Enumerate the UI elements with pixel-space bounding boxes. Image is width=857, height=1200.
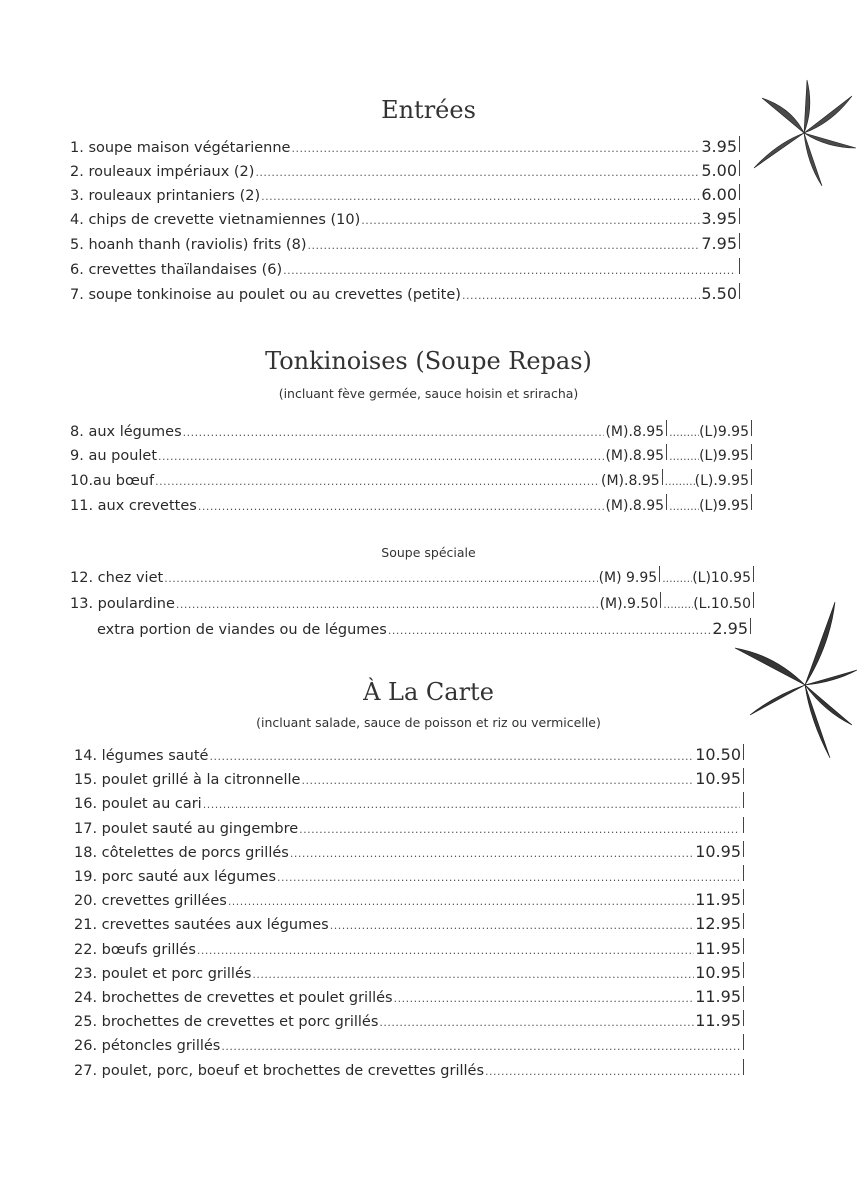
dot-leader <box>669 450 699 463</box>
medium-price: (M).8.95 <box>601 473 660 489</box>
menu-item-row <box>74 1034 746 1056</box>
dot-leader <box>361 214 700 227</box>
soup-item-row <box>70 592 756 614</box>
menu-item-price: 10.50 <box>695 745 741 764</box>
menu-item-label: 2. rouleaux impériaux (2) <box>70 164 255 180</box>
dot-leader <box>485 1065 740 1078</box>
dot-leader <box>330 919 694 932</box>
dot-leader <box>663 598 693 611</box>
dot-leader <box>394 992 695 1005</box>
price-divider <box>753 592 756 608</box>
large-price: (L)9.95 <box>699 424 749 440</box>
dot-leader <box>662 572 692 585</box>
menu-item-row <box>74 768 746 790</box>
extra-portion-row <box>97 618 753 640</box>
menu-item-label: 5. hoanh thanh (raviolis) frits (8) <box>70 237 307 253</box>
dot-leader <box>155 475 600 488</box>
price-divider <box>750 618 753 634</box>
soup-item-label: 13. poulardine <box>70 596 175 612</box>
dot-leader <box>301 774 694 787</box>
price-divider <box>743 1034 746 1050</box>
menu-item-row <box>74 792 746 814</box>
menu-item-row <box>70 233 742 255</box>
large-price: (L)9.95 <box>699 448 749 464</box>
menu-item-row <box>74 817 746 839</box>
price-divider <box>751 420 754 436</box>
soup-item-label: 8. aux légumes <box>70 424 182 440</box>
price-divider <box>743 938 746 954</box>
dot-leader <box>183 426 605 439</box>
menu-item-row <box>74 744 746 766</box>
menu-item-row <box>70 283 742 305</box>
menu-item-label: 22. bœufs grillés <box>74 942 196 958</box>
dot-leader <box>299 823 740 836</box>
price-divider <box>739 233 742 249</box>
price-divider <box>743 768 746 784</box>
dot-leader <box>176 598 599 611</box>
menu-item-row <box>74 938 746 960</box>
dot-leader <box>255 166 700 179</box>
menu-item-row <box>74 889 746 911</box>
menu-item-row <box>74 913 746 935</box>
price-divider <box>739 283 742 299</box>
menu-item-label: 4. chips de crevette vietnamiennes (10) <box>70 212 361 228</box>
large-price: (L).9.95 <box>694 473 749 489</box>
menu-item-label: 26. pétoncles grillés <box>74 1038 221 1054</box>
menu-item-label: 19. porc sauté aux légumes <box>74 869 277 885</box>
dot-leader <box>261 190 700 203</box>
menu-item-label: 24. brochettes de crevettes et poulet grillés <box>74 990 393 1006</box>
dot-leader <box>665 475 695 488</box>
soup-item-label: 10.au bœuf <box>70 473 155 489</box>
menu-item-price: 12.95 <box>695 914 741 933</box>
section-subtitle-tonkinoises: (incluant fève germée, sauce hoisin et sriracha) <box>278 386 579 401</box>
menu-item-price: 5.00 <box>701 161 737 180</box>
menu-item-label: 1. soupe maison végétarienne <box>70 140 291 156</box>
section-title-tonkinoises: Tonkinoises (Soupe Repas) <box>265 347 592 375</box>
dot-leader <box>462 289 700 302</box>
price-divider <box>739 136 742 152</box>
price-divider <box>743 744 746 760</box>
menu-item-row <box>70 160 742 182</box>
price-divider <box>743 913 746 929</box>
menu-item-price: 3.95 <box>701 209 737 228</box>
menu-item-price: 10.95 <box>695 842 741 861</box>
price-divider <box>743 889 746 905</box>
menu-item-price: 11.95 <box>695 987 741 1006</box>
dot-leader <box>209 750 694 763</box>
menu-item-row <box>74 1059 746 1081</box>
price-divider <box>739 208 742 224</box>
soup-item-row <box>70 469 754 491</box>
dot-leader <box>669 500 699 513</box>
menu-item-label: 7. soupe tonkinoise au poulet ou au crevettes (petite) <box>70 287 461 303</box>
dot-leader <box>307 239 700 252</box>
menu-item-row <box>70 184 742 206</box>
menu-item-label: 6. crevettes thaïlandaises (6) <box>70 262 283 278</box>
menu-item-label: 23. poulet et porc grillés <box>74 966 252 982</box>
price-divider <box>739 184 742 200</box>
dot-leader <box>221 1040 740 1053</box>
menu-item-price: 11.95 <box>695 890 741 909</box>
price-divider <box>743 1010 746 1026</box>
price-divider <box>751 444 754 460</box>
menu-item-price: 10.95 <box>695 769 741 788</box>
price-divider <box>739 258 742 274</box>
dot-leader <box>158 450 604 463</box>
price-divider <box>743 865 746 881</box>
menu-item-label: 18. côtelettes de porcs grillés <box>74 845 289 861</box>
price-divider <box>743 817 746 833</box>
soup-item-row <box>70 494 754 516</box>
menu-item-label: 16. poulet au cari <box>74 796 202 812</box>
price-divider <box>743 792 746 808</box>
menu-item-label: 15. poulet grillé à la citronnelle <box>74 772 301 788</box>
dot-leader <box>164 572 597 585</box>
medium-price: (M).8.95 <box>605 424 665 440</box>
special-soup-heading: Soupe spéciale <box>381 545 476 560</box>
price-divider <box>739 160 742 176</box>
menu-item-price: 11.95 <box>695 1011 741 1030</box>
menu-item-label: 3. rouleaux printaniers (2) <box>70 188 261 204</box>
menu-item-row <box>70 258 742 280</box>
menu-item-row <box>74 1010 746 1032</box>
section-title-entrees: Entrées <box>381 96 476 124</box>
menu-item-row <box>70 136 742 158</box>
dot-leader <box>290 847 694 860</box>
dot-leader <box>203 798 740 811</box>
dot-leader <box>277 871 740 884</box>
dot-leader <box>283 264 736 277</box>
soup-item-label: 9. au poulet <box>70 448 158 464</box>
menu-item-row <box>70 208 742 230</box>
medium-price: (M).8.95 <box>605 448 665 464</box>
dot-leader <box>197 944 694 957</box>
menu-item-row <box>74 962 746 984</box>
soup-item-row <box>70 444 754 466</box>
menu-item-row <box>74 841 746 863</box>
dot-leader <box>228 895 694 908</box>
menu-item-label: 14. légumes sauté <box>74 748 209 764</box>
dot-leader <box>379 1016 694 1029</box>
leaf-icon <box>752 78 857 188</box>
price-divider <box>743 841 746 857</box>
dot-leader <box>669 426 699 439</box>
menu-item-label: 25. brochettes de crevettes et porc grillés <box>74 1014 379 1030</box>
menu-item-label: 17. poulet sauté au gingembre <box>74 821 299 837</box>
menu-item-price: 11.95 <box>695 939 741 958</box>
extra-portion-price: 2.95 <box>712 619 748 638</box>
section-subtitle-carte: (incluant salade, sauce de poisson et riz ou vermicelle) <box>256 715 601 730</box>
large-price: (L)9.95 <box>699 498 749 514</box>
extra-portion-label: extra portion de viandes ou de légumes <box>97 622 387 638</box>
soup-item-row <box>70 420 754 442</box>
soup-item-label: 11. aux crevettes <box>70 498 197 514</box>
dot-leader <box>388 624 712 637</box>
price-divider <box>751 469 754 485</box>
price-divider <box>743 986 746 1002</box>
dot-leader <box>291 142 700 155</box>
menu-item-price: 7.95 <box>701 234 737 253</box>
menu-item-label: 27. poulet, porc, boeuf et brochettes de crevettes grillés <box>74 1063 485 1079</box>
large-price: (L.10.50 <box>693 596 751 612</box>
menu-item-row <box>74 986 746 1008</box>
menu-item-price: 6.00 <box>701 185 737 204</box>
medium-price: (M) 9.95 <box>598 570 658 586</box>
menu-item-price: 5.50 <box>701 284 737 303</box>
price-divider <box>743 962 746 978</box>
menu-item-label: 21. crevettes sautées aux légumes <box>74 917 329 933</box>
medium-price: (M).9.50 <box>599 596 659 612</box>
menu-item-price: 10.95 <box>695 963 741 982</box>
menu-item-price: 3.95 <box>701 137 737 156</box>
dot-leader <box>198 500 605 513</box>
price-divider <box>751 494 754 510</box>
medium-price: (M).8.95 <box>605 498 665 514</box>
menu-item-row <box>74 865 746 887</box>
soup-item-label: 12. chez viet <box>70 570 164 586</box>
large-price: (L)10.95 <box>692 570 751 586</box>
soup-item-row <box>70 566 756 588</box>
section-title-carte: À La Carte <box>363 678 494 706</box>
price-divider <box>743 1059 746 1075</box>
menu-item-label: 20. crevettes grillées <box>74 893 227 909</box>
dot-leader <box>252 968 694 981</box>
price-divider <box>753 566 756 582</box>
